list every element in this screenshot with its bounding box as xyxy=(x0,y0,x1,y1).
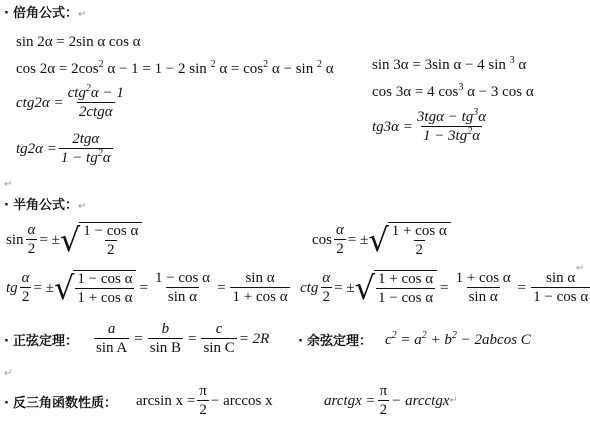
formula-sin3a: sin 3α = 3sin α − 4 sin $^3$ α xyxy=(372,55,527,73)
formula-tg2a: tg2α = $\frac{\text{2tgα}}{1 - tg^2\alpha}$ xyxy=(16,131,111,166)
fraction: $\frac{\text{2tgα}}{1 - tg^2\alpha}$ xyxy=(60,131,111,166)
section-title-double-angle: 倍角公式： xyxy=(12,6,78,21)
formula-sin2a: sin 2α = 2sin α cos α xyxy=(16,34,141,50)
square-root: √ $\frac{\text{1 + cos α}}{\text{1 − cos α}}$ xyxy=(355,270,437,306)
section-heading-half-angle xyxy=(4,199,86,212)
fraction: $\frac{ctg^2\alpha - 1}{\text{2ctgα}}$ xyxy=(67,83,124,120)
bullet: · xyxy=(4,6,9,21)
formula-half-cos: cos $\frac{\alpha}{2}$ = ± √ $\frac{\text{1 + cos α}}{2}$ xyxy=(312,222,451,258)
section-heading-double-angle xyxy=(4,7,86,20)
paragraph-mark: ↵ xyxy=(77,9,87,20)
bullet: · xyxy=(4,198,9,213)
section-heading-inverse-trig xyxy=(4,397,117,410)
square-root: √ $\frac{\text{1 + cos α}}{2}$ xyxy=(368,222,450,258)
square-root: √ $\frac{\text{1 − cos α}}{\text{1 + cos α}}$ xyxy=(54,270,136,306)
paragraph-mark: ↵ xyxy=(4,179,13,190)
bullet: · xyxy=(4,334,9,349)
formula-half-ctg: ctg $\frac{\alpha}{2}$ = ± √ $\frac{\text{1 + cos α}}{\text{1 − cos α}}$ = $\frac{\text{1 + cos α}}{\text{sin α}}$ = $\frac{\text{sin α}}{\text{1 − cos α}}$ xyxy=(300,269,589,307)
formula-half-tg: tg $\frac{\alpha}{2}$ = ± √ $\frac{\text{1 − cos α}}{\text{1 + cos α}}$ = $\frac{\text{1 − cos α}}{\text{sin α}}$ = $\frac{\text{sin α}}{\text{1 + cos α}}$ xyxy=(6,269,288,307)
paragraph-mark: ↵ xyxy=(449,395,458,406)
section-heading-sine-law xyxy=(4,335,78,348)
formula-tg3a: tg3α = $\frac{3tg\alpha - tg^3\alpha}{1 - 3tg^2\alpha}$ xyxy=(372,107,487,144)
formula-cosine-law: $c^2 = a^2 + b^2 - 2abcos$ C xyxy=(385,330,531,348)
formula-ctg2a: ctg2α = $\frac{ctg^2\alpha - 1}{\text{2ctgα}}$ xyxy=(16,83,124,120)
formula-sine-law: $\frac{a}{\text{sin A}}$ = $\frac{b}{\text{sin B}}$ = $\frac{c}{\text{sin C}}$ = 2R xyxy=(96,321,270,356)
paragraph-mark: ↵ xyxy=(576,263,585,274)
paragraph-mark: ↵ xyxy=(77,201,87,212)
section-title-sine-law: 正弦定理： xyxy=(12,334,78,349)
fraction: $\frac{3tg\alpha - tg^3\alpha}{1 - 3tg^2\alpha}$ xyxy=(416,107,487,144)
section-heading-cosine-law xyxy=(298,335,372,348)
bullet: · xyxy=(4,396,9,411)
formula-arctg: arctgx = $\frac{\pi}{2}$ − arcctgx ↵ xyxy=(324,383,458,418)
square-root: √ $\frac{\text{1 − cos α}}{2}$ xyxy=(60,222,142,258)
formula-cos3a: cos 3α = 4 $\cos^3 \alpha - 3$ cos α xyxy=(372,82,534,100)
bullet: · xyxy=(298,334,303,349)
section-title-inverse-trig: 反三角函数性质： xyxy=(12,396,117,411)
paragraph-mark: ↵ xyxy=(4,368,13,379)
section-title-cosine-law: 余弦定理： xyxy=(306,334,372,349)
section-title-half-angle: 半角公式： xyxy=(12,198,78,213)
formula-half-sin: sin $\frac{\alpha}{2}$ = ± √ $\frac{\text{1 − cos α}}{2}$ xyxy=(6,222,142,258)
formula-arcsin: arcsin x = $\frac{\pi}{2}$ − arccos x xyxy=(136,383,273,418)
formula-cos2a: $\cos 2\alpha = 2\cos^2$ α − 1 = 1 − 2 sin $^2$ $\alpha = \cos^2 \alpha - \sin ^2$ α xyxy=(16,59,334,77)
